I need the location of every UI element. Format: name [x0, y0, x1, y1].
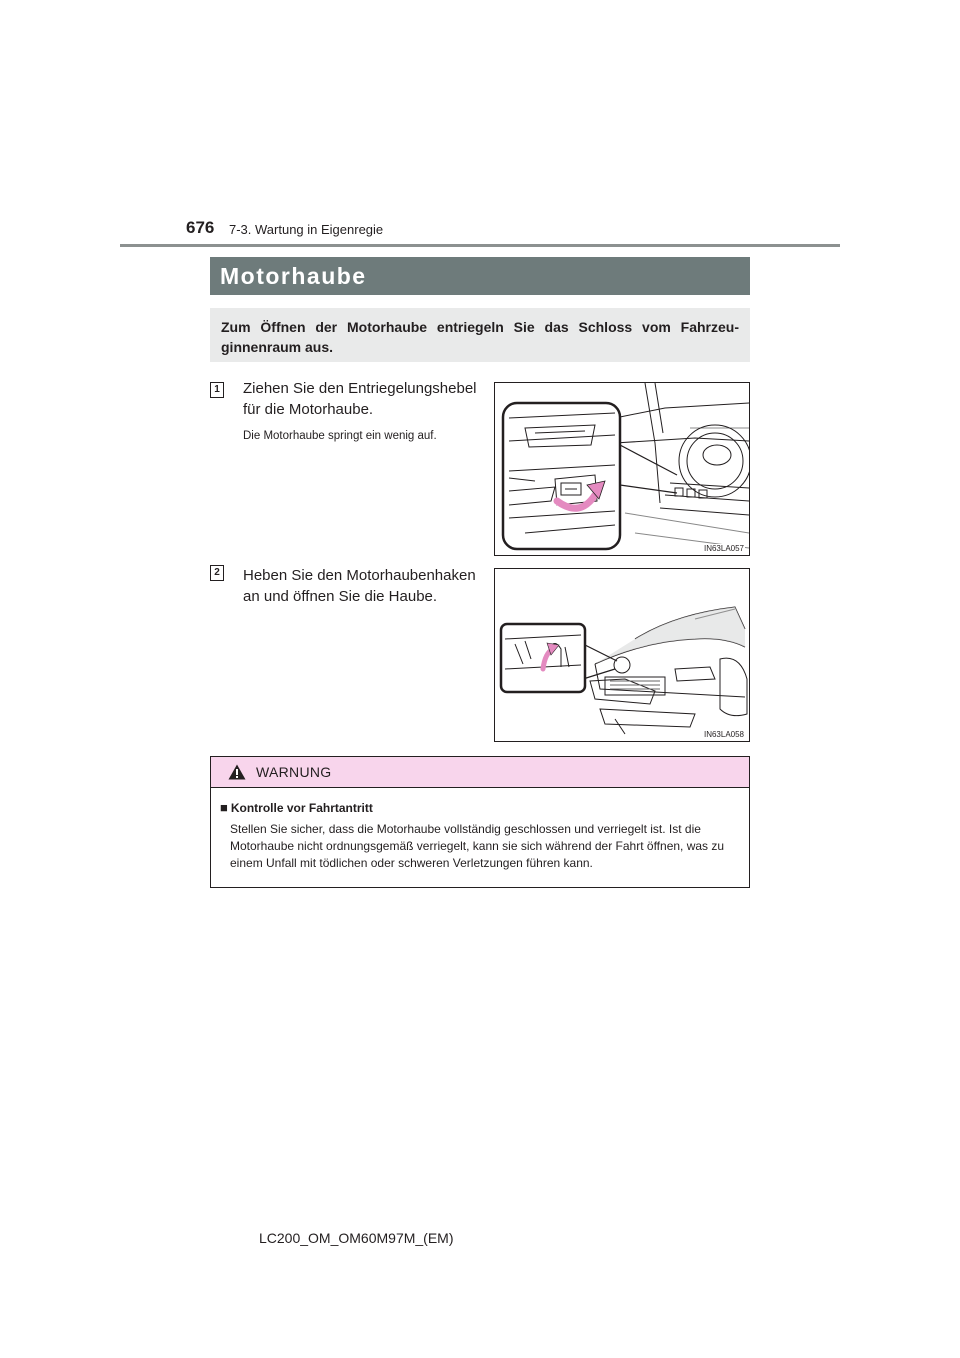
figure-hood-release-lever — [494, 382, 750, 556]
manual-code: LC200_OM_OM60M97M_(EM) — [259, 1230, 454, 1246]
page-number: 676 — [186, 218, 215, 237]
header-rule — [120, 244, 840, 247]
hood-hook-illustration — [495, 569, 749, 741]
hood-release-illustration — [495, 383, 749, 555]
figure-1-code: IN63LA057 — [703, 544, 744, 553]
step-2-badge: 2 — [210, 565, 224, 581]
section-intro: Zum Öffnen der Motorhaube entriegeln Sie das Schloss vom Fahrzeu-ginnenraum aus. — [210, 308, 750, 362]
step-1-badge: 1 — [210, 382, 224, 398]
step-1-text: Ziehen Sie den Entriegelungshebel für die Motorhaube. — [243, 380, 477, 418]
warning-text: Stellen Sie sicher, dass die Motorhaube vollständig geschlossen und verriegelt ist. Ist die Motorhaube nicht ordnungsgemäß verriegelt, kann sie sich während der Fahrt öffnen, was zu einem Unfall mit tödlichen oder schweren Verletzungen führen kann. — [230, 822, 725, 870]
warning-header — [211, 757, 749, 788]
figure-2-code: IN63LA058 — [703, 730, 744, 739]
warning-title: WARNUNG — [256, 764, 332, 780]
step-1-note: Die Motorhaube springt ein wenig auf. — [243, 430, 437, 442]
warning-box — [210, 756, 750, 888]
warning-triangle-icon — [228, 764, 246, 780]
warning-heading — [220, 800, 740, 816]
step-2-text: Heben Sie den Motorhaubenhaken an und öffnen Sie die Haube. — [243, 567, 476, 605]
bullet-square-icon: ■ — [220, 800, 228, 815]
chapter-title: 7-3. Wartung in Eigenregie — [229, 222, 384, 237]
warning-heading-text: Kontrolle vor Fahrtantritt — [230, 801, 373, 815]
figure-hood-hook — [494, 568, 750, 742]
section-title: Motorhaube — [210, 257, 750, 295]
warning-body — [211, 788, 749, 872]
